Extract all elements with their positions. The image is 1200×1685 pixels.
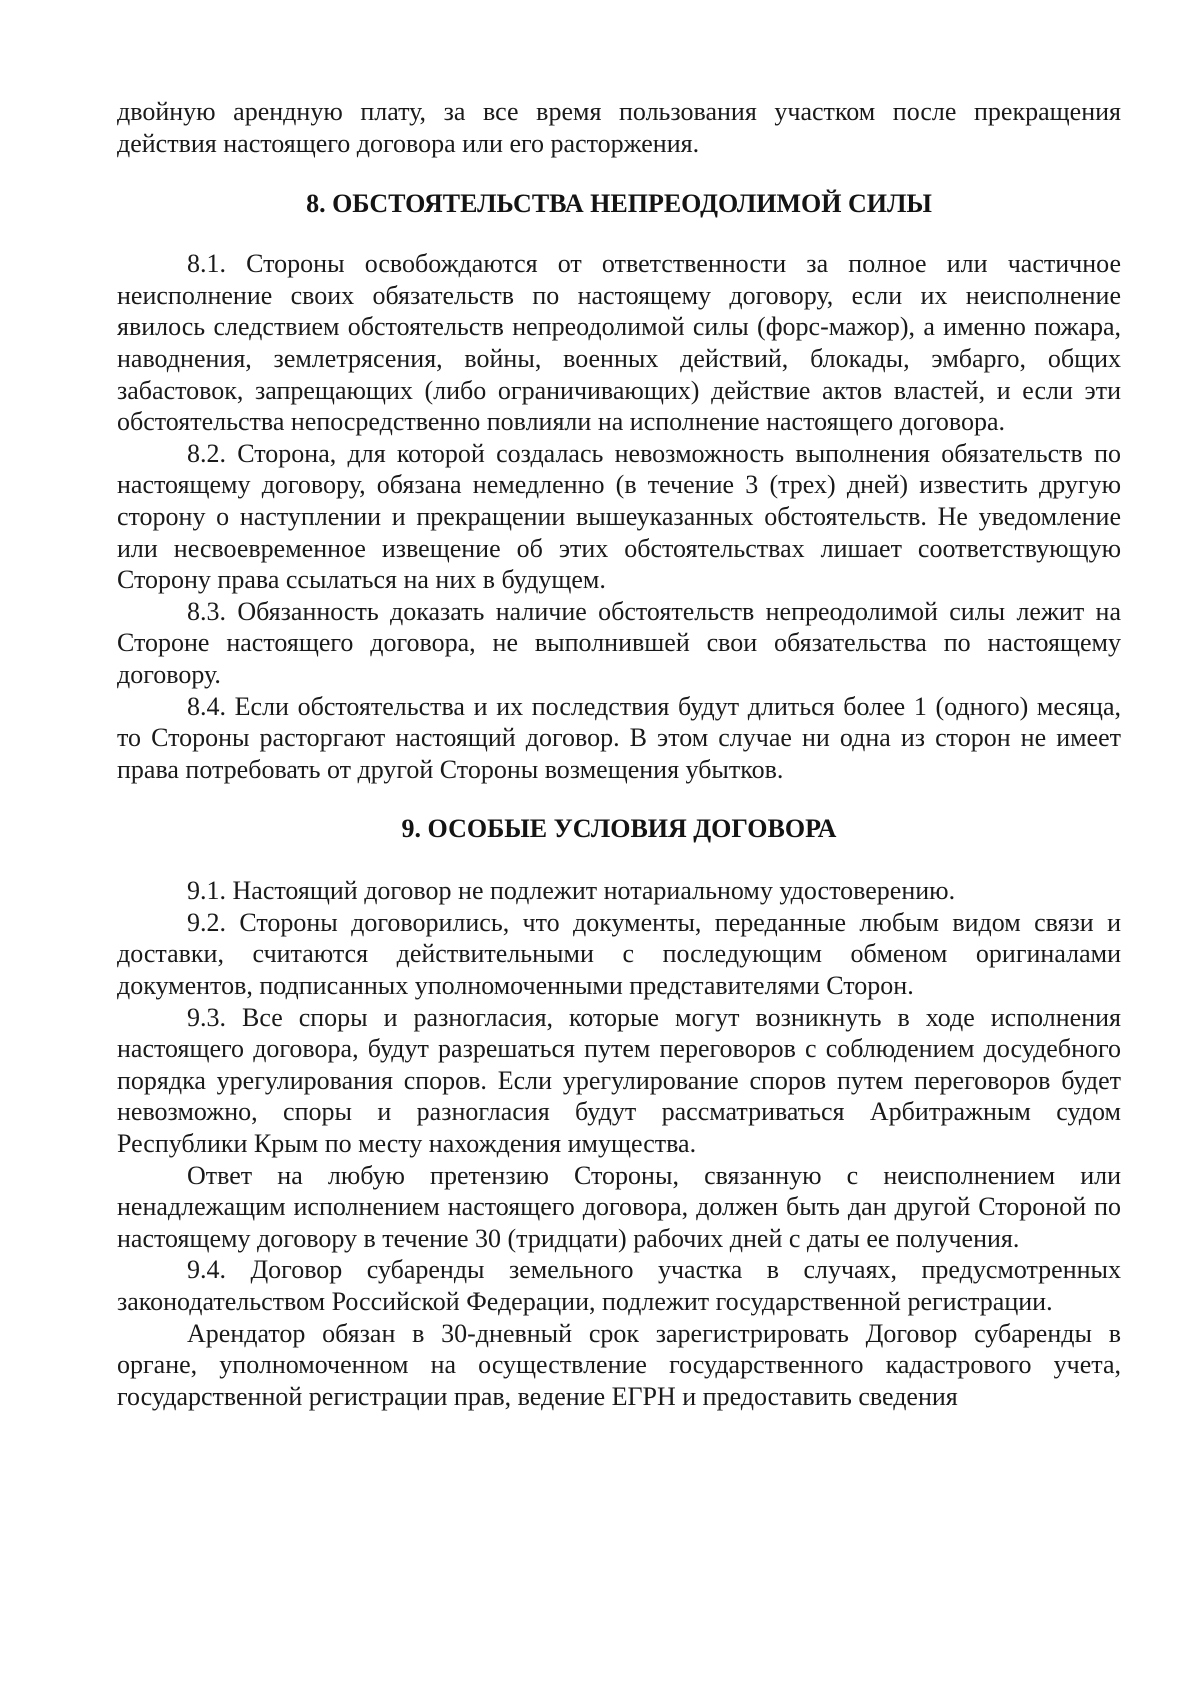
- clause-9-3: 9.3. Все споры и разногласия, которые могут возникнуть в ходе исполнения настоящего договора, будут разрешаться путем переговоров с соблюдением досудебного порядка урегулирования споров. Если урегулирование споров путем переговоров будет невозможно, споры и разногласия будут рассматриваться Арбитражным судом Республики Крым по месту нахождения имущества.: [117, 1002, 1121, 1159]
- document-body: [117, 96, 1121, 1412]
- clause-9-2: 9.2. Стороны договорились, что документы, переданные любым видом связи и доставки, считаются действительными с последующим обменом оригиналами документов, подписанных уполномоченными представителями Сторон.: [117, 907, 1121, 1001]
- clause-8-4: 8.4. Если обстоятельства и их последствия будут длиться более 1 (одного) месяца, то Стороны расторгают настоящий договор. В этом случае ни одна из сторон не имеет права потребовать от другой Стороны возмещения убытков.: [117, 691, 1121, 784]
- clause-8-3: 8.3. Обязанность доказать наличие обстоятельств непреодолимой силы лежит на Стороне настоящего договора, не выполнившей свои обязательства по настоящему договору.: [117, 596, 1121, 689]
- clause-8-1: 8.1. Стороны освобождаются от ответственности за полное или частичное неисполнение своих обязательств по настоящему договору, если их неисполнение явилось следствием обстоятельств непреодолимой силы (форс-мажор), а именно пожара, наводнения, землетрясения, войны, военных действий, блокады, эмбарго, общих забастовок, запрещающих (либо ограничивающих) действие актов властей, и если эти обстоятельства непосредственно повлияли на исполнение настоящего договора.: [117, 249, 1121, 437]
- section-8-title: 8. ОБСТОЯТЕЛЬСТВА НЕПРЕОДОЛИМОЙ СИЛЫ: [306, 189, 932, 219]
- intro-paragraph: двойную арендную плату, за все время пользования участком после прекращения действия настоящего договора или его расторжения.: [117, 97, 1121, 158]
- clause-8-2: 8.2. Сторона, для которой создалась невозможность выполнения обязательств по настоящему договору, обязана немедленно (в течение 3 (трех) дней) известить другую сторону о наступлении и прекращении вышеуказанных обстоятельств. Не уведомление или несвоевременное извещение об этих обстоятельствах лишает соответствующую Сторону права ссылаться на них в будущем.: [117, 438, 1121, 595]
- clause-9-4: 9.4. Договор субаренды земельного участка в случаях, предусмотренных законодательством Российской Федерации, подлежит государственной регистрации.: [117, 1255, 1121, 1316]
- clause-9-1: 9.1. Настоящий договор не подлежит нотариальному удостоверению.: [187, 876, 956, 906]
- section-9-title: 9. ОСОБЫЕ УСЛОВИЯ ДОГОВОРА: [401, 814, 837, 844]
- clause-9-4-registration: Арендатор обязан в 30-дневный срок зарегистрировать Договор субаренды в органе, уполномоченном на осуществление государственного кадастрового учета, государственной регистрации прав, ведение ЕГРН и предоставить сведения: [117, 1318, 1121, 1411]
- clause-9-3-response: Ответ на любую претензию Стороны, связанную с неисполнением или ненадлежащим исполнением настоящего договора, должен быть дан другой Стороной по настоящему договору в течение 30 (тридцати) рабочих дней с даты ее получения.: [117, 1160, 1121, 1253]
